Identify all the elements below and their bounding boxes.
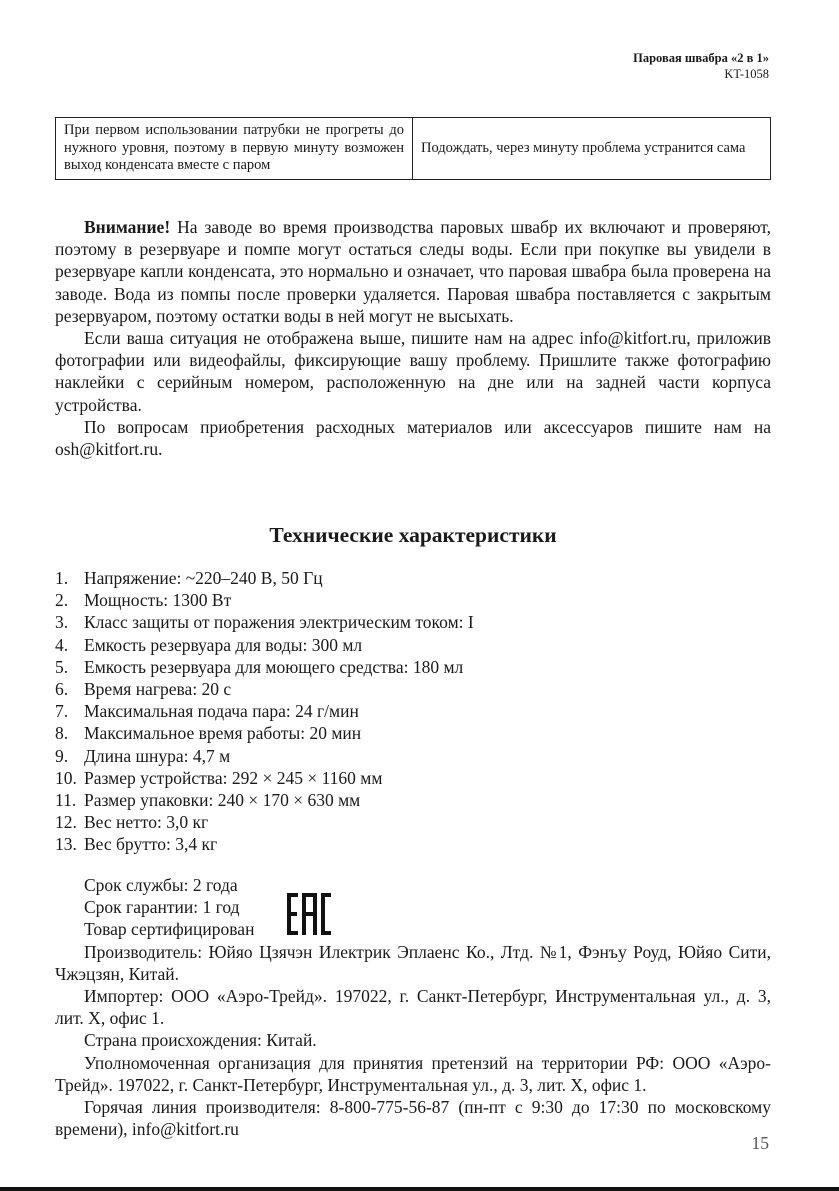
- spec-text: Мощность: 1300 Вт: [84, 590, 232, 611]
- manufacturer: Производитель: Юйяо Цзячэн Илектрик Эплаенс Ко., Лтд. №1, Фэнъу Роуд, Юйяо Сити, Чжэцзян, Китай.: [55, 941, 771, 984]
- spec-number: 3.: [55, 612, 69, 633]
- certified-line: [55, 918, 771, 940]
- spec-text: Вес брутто: 3,4 кг: [84, 834, 218, 855]
- spec-number: 9.: [55, 745, 69, 766]
- spec-number: 7.: [55, 701, 69, 722]
- spec-item: [55, 811, 474, 833]
- troubleshooting-table: [55, 117, 771, 180]
- spec-item: [55, 656, 474, 678]
- warning-paragraph: [55, 216, 771, 327]
- spec-text: Длина шнура: 4,7 м: [84, 745, 231, 766]
- spec-text: Максимальное время работы: 20 мин: [84, 723, 362, 744]
- spec-item: [55, 745, 474, 767]
- spec-text: Максимальная подача пара: 24 г/мин: [84, 701, 359, 722]
- spec-number: 13.: [55, 834, 77, 855]
- spec-text: Напряжение: ~220–240 В, 50 Гц: [84, 568, 323, 588]
- contact-paragraph: Если ваша ситуация не отображена выше, пишите нам на адрес info@kitfort.ru, приложив фотографии или видеофайлы, фиксирующие вашу проблему. Пришлите также фотографию наклейки с серийным номером, расположенную на дне или на задней части корпуса устройства.: [55, 328, 771, 415]
- spec-item: [55, 611, 474, 633]
- eac-logo: [287, 893, 331, 940]
- warranty: Срок гарантии: 1 год: [84, 897, 240, 918]
- warning-label: Внимание!: [84, 217, 171, 237]
- spec-number: 5.: [55, 656, 69, 677]
- spec-number: 4.: [55, 634, 69, 655]
- spec-text: Размер устройства: 292 × 245 × 1160 мм: [84, 767, 383, 788]
- eac-mark-icon: [287, 893, 331, 935]
- accessories-paragraph: По вопросам приобретения расходных материалов или аксессуаров пишите нам на osh@kitfort.ru.: [55, 416, 771, 460]
- spec-item: [55, 589, 474, 611]
- spec-item: [55, 767, 474, 789]
- spec-number: 8.: [55, 723, 69, 744]
- spec-text: Время нагрева: 20 с: [84, 679, 232, 700]
- bottom-border: [0, 1187, 839, 1191]
- spec-item: [55, 700, 474, 722]
- page-number: 15: [751, 1133, 769, 1153]
- spec-text: Вес нетто: 3,0 кг: [84, 812, 209, 833]
- product-title: Паровая швабра «2 в 1»: [633, 51, 769, 65]
- certified-text: Товар сертифицирован: [84, 919, 255, 940]
- spec-text: Емкость резервуара для воды: 300 мл: [84, 634, 363, 655]
- spec-number: 6.: [55, 679, 69, 700]
- spec-number: 10.: [55, 767, 77, 788]
- spec-number: 1.: [55, 568, 69, 588]
- problem-cell: При первом использовании патрубки не прогреты до нужного уровня, поэтому в первую минуту возможен выход конденсата вместе с паром: [56, 118, 413, 180]
- model-number: KT-1058: [724, 67, 769, 81]
- spec-item: [55, 634, 474, 656]
- solution-cell: Подождать, через минуту проблема устранится сама: [413, 118, 771, 180]
- warning-text: На заводе во время производства паровых швабр их включают и проверяют, поэтому в резервуаре и помпе могут остаться следы воды. Если при покупке вы увидели в резервуаре капли конденсата, это нормально и означает, что паровая швабра была проверена на заводе. Вода из помпы после проверки удаляется. Паровая швабра поставляется с закрытым резервуаром, поэтому остатки воды в ней могут не высыхать.: [55, 217, 771, 326]
- spec-item: [55, 833, 474, 855]
- specs-list: [55, 567, 474, 856]
- authorized-organization: Уполномоченная организация для принятия претензий на территории РФ: ООО «Аэро-Трейд». 197022, г. Санкт-Петербург, Инструментальная ул., д. 3, лит. Х, офис 1.: [55, 1052, 771, 1095]
- hotline: Горячая линия производителя: 8-800-775-56-87 (пн-пт с 9:30 до 17:30 по московскому времени), info@kitfort.ru: [55, 1097, 771, 1140]
- page-header: [633, 50, 769, 82]
- spec-item: [55, 789, 474, 811]
- notes-section: [55, 216, 771, 460]
- spec-text: Размер упаковки: 240 × 170 × 630 мм: [84, 790, 361, 811]
- country-of-origin: Страна происхождения: Китай.: [84, 1030, 317, 1051]
- spec-number: 12.: [55, 812, 77, 833]
- spec-item: [55, 722, 474, 744]
- importer: Импортер: ООО «Аэро-Трейд». 197022, г. Санкт-Петербург, Инструментальная ул., д. 3, лит. Х, офис 1.: [55, 986, 771, 1029]
- spec-text: Класс защиты от поражения электрическим током: I: [84, 612, 474, 633]
- table-row: [56, 118, 771, 180]
- spec-number: 2.: [55, 590, 69, 611]
- service-life: Срок службы: 2 года: [84, 875, 238, 895]
- spec-item: [55, 567, 474, 589]
- footer-info: [55, 874, 771, 1140]
- spec-item: [55, 678, 474, 700]
- spec-text: Емкость резервуара для моющего средства: 180 мл: [84, 656, 464, 677]
- tech-specs-heading: Технические характеристики: [269, 523, 557, 547]
- spec-number: 11.: [55, 790, 77, 811]
